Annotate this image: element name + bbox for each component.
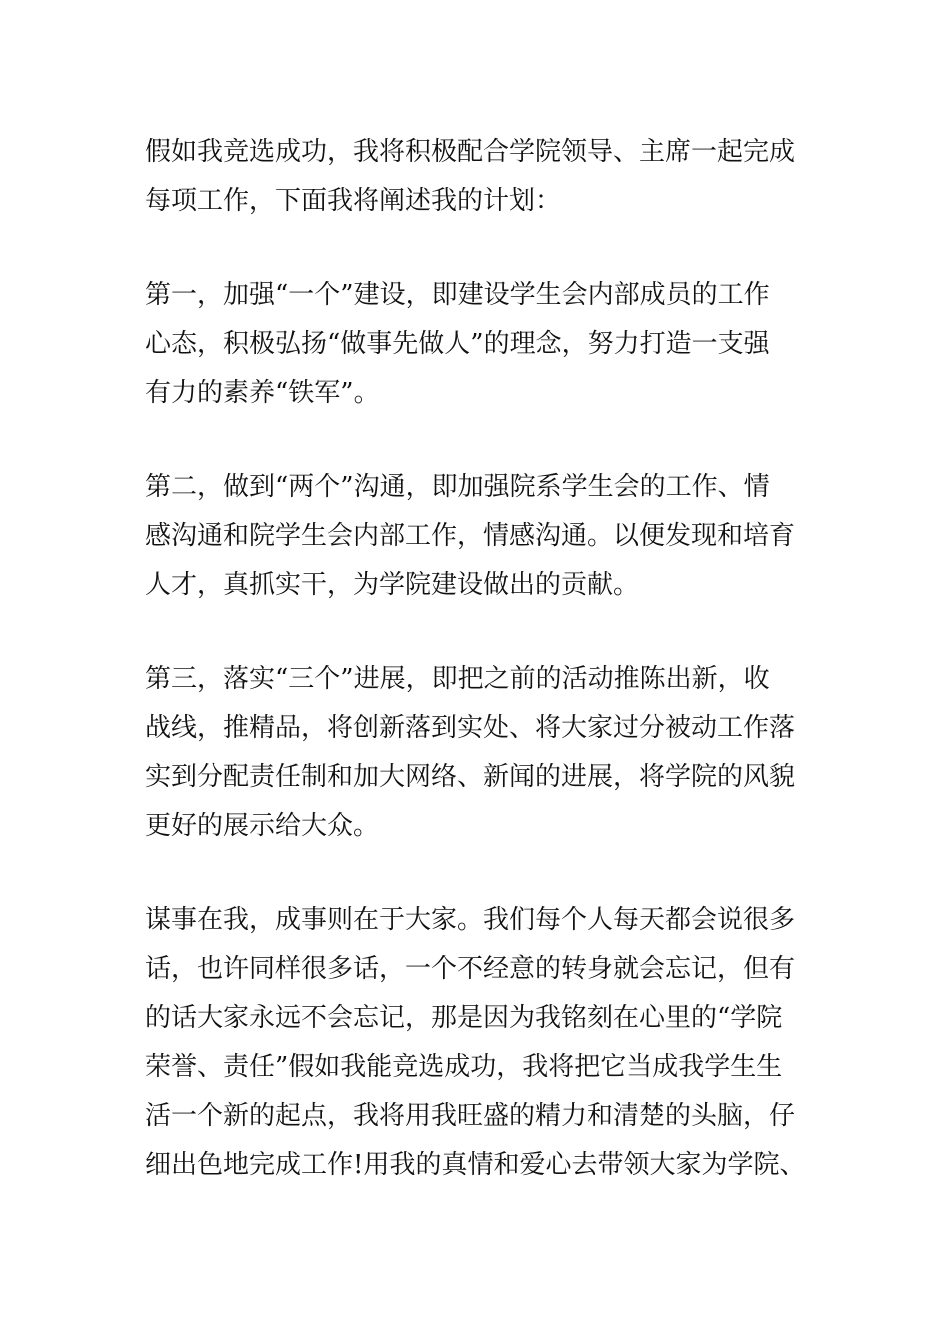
text-line: 假如我竞选成功，我将积极配合学院领导、主席一起完成	[145, 137, 796, 167]
text-line: 战线，推精品，将创新落到实处、将大家过分被动工作落	[145, 713, 796, 743]
paragraph-third-point	[145, 655, 815, 851]
document-body	[145, 128, 815, 1235]
paragraph-first-point	[145, 271, 815, 418]
text-line: 的话大家永远不会忘记，那是因为我铭刻在心里的“学院	[145, 1003, 783, 1033]
text-line: 第二，做到“两个”沟通，即加强院系学生会的工作、情	[145, 472, 770, 502]
text-line: 荣誉、责任”假如我能竞选成功，我将把它当成我学生生	[145, 1052, 783, 1082]
paragraph-plan-intro	[145, 128, 815, 226]
text-line: 第三，落实“三个”进展，即把之前的活动推陈出新，收	[145, 664, 770, 694]
text-line: 第一，加强“一个”建设，即建设学生会内部成员的工作	[145, 280, 770, 310]
text-line: 谋事在我，成事则在于大家。我们每个人每天都会说很多	[145, 905, 796, 935]
text-line: 有力的素养“铁军”。	[145, 378, 380, 408]
text-line: 感沟通和院学生会内部工作，情感沟通。以便发现和培育	[145, 521, 796, 551]
text-line: 更好的展示给大众。	[145, 811, 380, 841]
text-line: 活一个新的起点，我将用我旺盛的精力和清楚的头脑，仔	[145, 1101, 796, 1131]
paragraph-second-point	[145, 463, 815, 610]
text-line: 心态，积极弘扬“做事先做人”的理念，努力打造一支强	[145, 329, 770, 359]
text-line: 实到分配责任制和加大网络、新闻的进展，将学院的风貌	[145, 762, 796, 792]
text-line: 每项工作，下面我将阐述我的计划：	[145, 186, 562, 216]
text-line: 细出色地完成工作!用我的真情和爱心去带领大家为学院、	[145, 1150, 806, 1180]
text-line: 话，也许同样很多话，一个不经意的转身就会忘记，但有	[145, 954, 796, 984]
paragraph-closing	[145, 896, 815, 1190]
text-line: 人才，真抓实干，为学院建设做出的贡献。	[145, 570, 640, 600]
